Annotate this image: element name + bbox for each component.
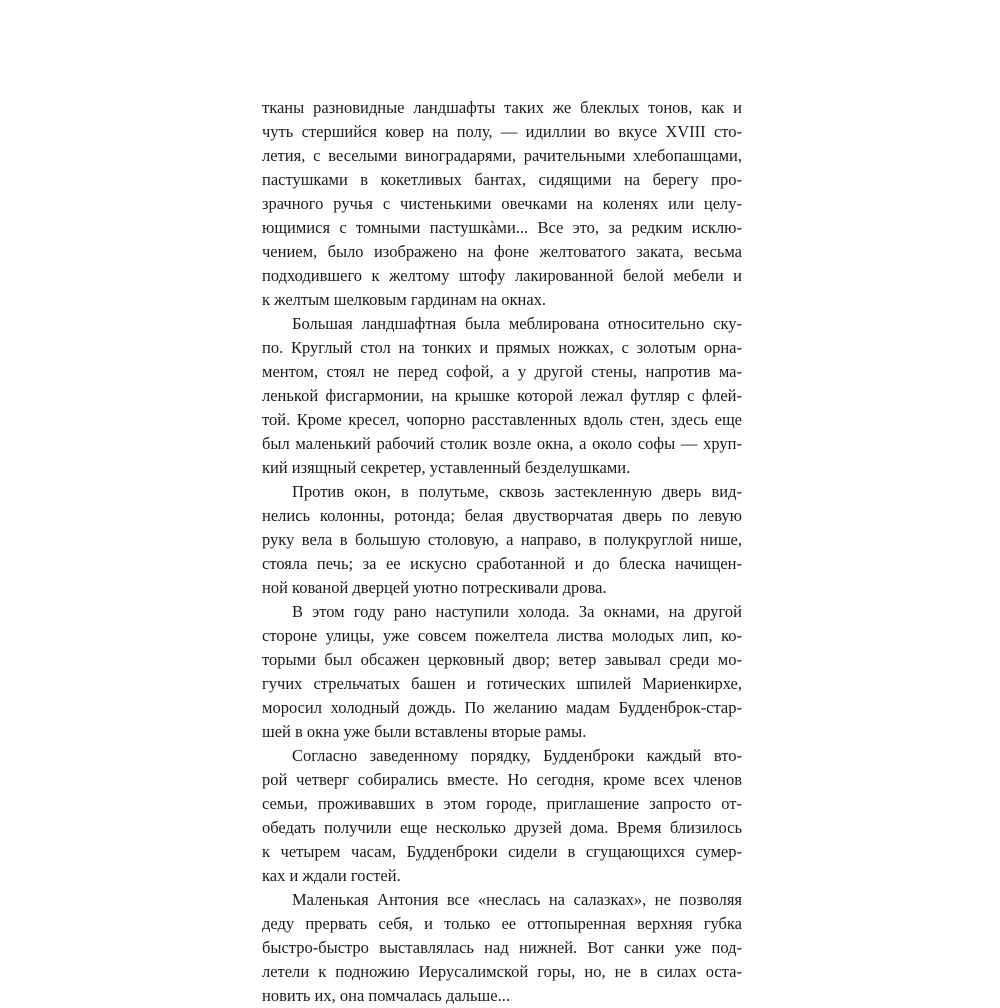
text-line: обедать получили еще несколько друзей дома. Время близилось [262, 818, 742, 837]
text-line: чением, было изображено на фоне желтоватого заката, весьма [262, 242, 742, 261]
text-line: ной кованой дверцей уютно потрескивали дрова. [262, 578, 607, 597]
text-line: ющимися с томными пастушкàми... Все это, за редким исклю- [262, 218, 742, 237]
text-line: летели к подножию Иерусалимской горы, но, не в силах оста- [262, 962, 742, 981]
text-line: ментом, стоял не перед софой, а у другой стены, напротив ма- [262, 362, 742, 381]
text-line: к четырем часам, Будденброки сидели в сгущающихся сумер- [262, 842, 742, 861]
text-line: рой четверг собирались вместе. Но сегодня, кроме всех членов [262, 770, 742, 789]
text-line: был маленький рабочий столик возле окна, а около софы — хруп- [262, 434, 742, 453]
text-line: семьи, проживавших в этом городе, приглашение запросто от- [262, 794, 742, 813]
text-line: руку вела в большую столовую, а направо, в полукруглой нише, [262, 530, 742, 549]
text-line: новить их, она помчалась дальше... [262, 986, 510, 1005]
paragraph-start-line: Маленькая Антония все «неслась на салазках», не позволяя [292, 890, 742, 909]
text-line: моросил холодный дождь. По желанию мадам Будденброк-стар- [262, 698, 742, 717]
text-line: зрачного ручья с чистенькими овечками на коленях или целу- [262, 194, 742, 213]
text-line: по. Круглый стол на тонких и прямых ножках, с золотым орна- [262, 338, 742, 357]
paragraph-start-line: Согласно заведенному порядку, Будденброки каждый вто- [292, 746, 742, 765]
text-line: торыми был обсажен церковный двор; ветер завывал среди мо- [262, 650, 742, 669]
paragraph-start-line: В этом году рано наступили холода. За окнами, на другой [292, 602, 742, 621]
paragraph-start-line: Против окон, в полутьме, сквозь застекленную дверь вид- [292, 482, 742, 501]
paragraph-start-line: Большая ландшафтная была меблирована относительно ску- [292, 314, 742, 333]
text-line: ках и ждали гостей. [262, 866, 401, 885]
text-line: шей в окна уже были вставлены вторые рамы. [262, 722, 587, 741]
text-line: к желтым шелковым гардинам на окнах. [262, 290, 547, 309]
text-line: ленькой фисгармонии, на крышке которой лежал футляр с флей- [262, 386, 742, 405]
text-line: той. Кроме кресел, чопорно расставленных вдоль стен, здесь еще [262, 410, 742, 429]
text-line: подходившего к желтому штофу лакированной белой мебели и [262, 266, 742, 285]
text-line: пастушками в кокетливых бантах, сидящими на берегу про- [262, 170, 742, 189]
text-line: нелись колонны, ротонда; белая двустворчатая дверь по левую [262, 506, 742, 525]
text-line: чуть стершийся ковер на полу, — идиллии во вкусе XVIII сто- [262, 122, 742, 141]
text-line: кий изящный секретер, уставленный безделушками. [262, 458, 631, 477]
text-line: тканы разновидные ландшафты таких же блеклых тонов, как и [262, 98, 742, 117]
text-line: быстро-быстро выставлялась над нижней. Вот санки уже под- [262, 938, 742, 957]
text-line: стороне улицы, уже совсем пожелтела листва молодых лип, ко- [262, 626, 742, 645]
text-line: деду прервать себя, и только ее оттопыренная верхняя губка [262, 914, 742, 933]
text-line: летия, с веселыми виноградарями, рачительными хлебопашцами, [262, 146, 742, 165]
text-line: стояла печь; за ее искусно сработанной и до блеска начищен- [262, 554, 742, 573]
text-line: гучих стрельчатых башен и готических шпилей Мариенкирхе, [262, 674, 742, 693]
